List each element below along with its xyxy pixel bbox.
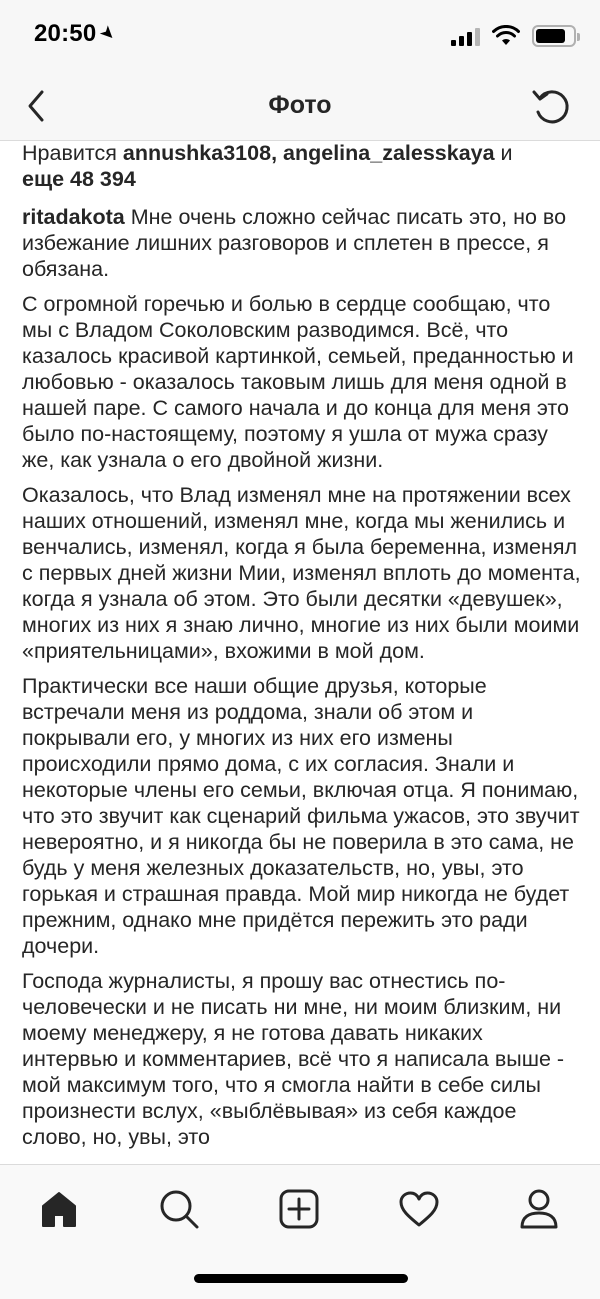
nav-header: [0, 72, 600, 141]
wifi-icon: [492, 25, 520, 47]
battery-fill: [536, 29, 565, 43]
tab-home[interactable]: [35, 1185, 83, 1233]
author-username[interactable]: ritadakota: [22, 205, 125, 229]
refresh-icon[interactable]: [528, 84, 576, 128]
tab-search[interactable]: [155, 1185, 203, 1233]
home-icon: [39, 1189, 79, 1229]
caption-paragraph: Оказалось, что Влад изменял мне на протяжении всех наших отношений, изменял мне, когда мы женились и венчались, изменял, когда я была беременна, изменял с первых дней жизни Мии, изменял вплоть до момента, когда я узнала об этом. Это были десятки «девушек», многих из них я знаю лично, многие из них были моими «приятельницами», вхожими в мой дом.: [22, 483, 581, 663]
tab-activity[interactable]: [395, 1185, 443, 1233]
caption-paragraph: [0, 204, 600, 282]
caption-paragraph: Практически все наши общие друзья, которые встречали меня из роддома, знали об этом и покрывали его, у многих из них его измены происходили прямо дома, с их согласия. Знали и некоторые члены его семьи, включая отца. Я понимаю, что это звучит как сценарий фильма ужасов, это звучит невероятно, и я никогда бы не поверила в это сама, не будь у меня железных доказательств, но, увы, это горькая и страшная правда. Мой мир никогда не будет прежним, однако мне придётся пережить это ради дочери.: [22, 674, 580, 958]
likes-and: и: [494, 141, 513, 165]
caption: [0, 204, 600, 1159]
location-arrow-icon: ➤: [95, 20, 121, 46]
heart-icon: [398, 1190, 440, 1228]
status-icons: [451, 24, 576, 48]
page-title: Фото: [268, 91, 332, 119]
likes-prefix: Нравится: [22, 141, 123, 165]
tab-add-post[interactable]: [275, 1185, 323, 1233]
post-content: [0, 140, 600, 1164]
liker-link-2[interactable]: angelina_zalesskaya: [283, 141, 495, 165]
home-indicator[interactable]: [194, 1274, 408, 1283]
clock-label: 20:50: [34, 20, 97, 47]
caption-paragraph: С огромной горечью и болью в сердце сообщаю, что мы с Владом Соколовским разводимся. Всё, что казалось красивой картинкой, семьей, преданностью и любовью - оказалось таковым лишь для меня одной в нашей паре. С самого начала и до конца для меня это было по-настоящему, поэтому я ушла от мужа сразу же, как узнала о его двойной жизни.: [22, 292, 574, 472]
profile-icon: [519, 1188, 559, 1230]
status-bar: [0, 0, 600, 72]
likes-more-link[interactable]: еще 48 394: [22, 167, 136, 191]
caption-paragraph: Господа журналисты, я прошу вас отнестись по-человечески и не писать ни мне, ни моим близким, ни моему менеджеру, я не готова давать никаких интервью и комментариев, всё что я написала выше - мой максимум того, что я смогла найти в себе силы произнести вслух, «выблёвывая» из себя каждое слово, но, увы, это: [22, 969, 565, 1149]
tab-profile[interactable]: [515, 1185, 563, 1233]
likes-summary: [0, 140, 529, 192]
cellular-signal-icon: [451, 26, 480, 46]
liker-link-1[interactable]: annushka3108: [122, 141, 272, 165]
status-time: [34, 20, 121, 48]
battery-icon: [532, 25, 576, 47]
caption-first-text: Мне очень сложно сейчас писать это, но во избежание лишних разговоров и сплетен в прессе, я обязана.: [22, 205, 567, 281]
likes-separator: ,: [271, 141, 284, 165]
search-icon: [158, 1188, 200, 1230]
add-post-icon: [279, 1189, 319, 1229]
